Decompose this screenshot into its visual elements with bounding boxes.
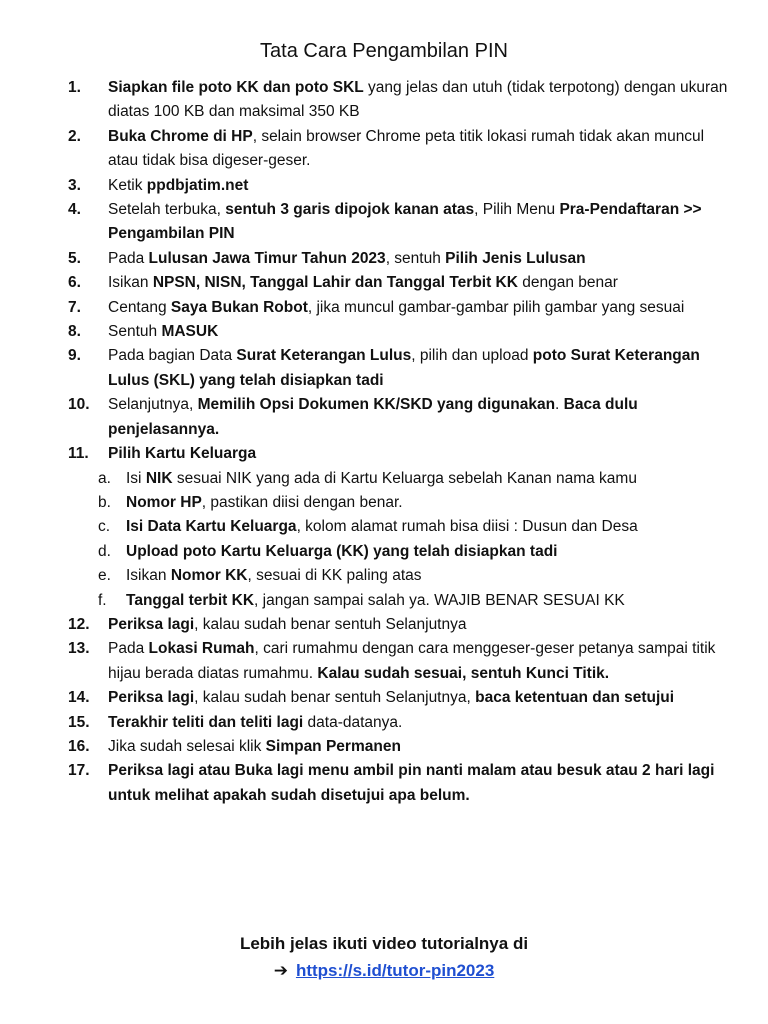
text: Setelah terbuka, [108, 201, 226, 219]
list-item [0, 735, 768, 759]
text: Centang [108, 298, 171, 316]
item-number: 6. [68, 274, 81, 292]
list-item [0, 393, 768, 442]
item-number: 8. [68, 323, 81, 341]
bold-text: Periksa lagi atau Buka lagi menu ambil pin nanti malam atau besuk atau 2 hari lagi untuk melihat apakah sudah disetujui apa belum. [108, 762, 715, 804]
bold-text: Nomor HP [126, 493, 202, 511]
list-item [0, 76, 768, 125]
text: . [555, 396, 564, 414]
text: data-datanya. [303, 713, 403, 731]
text: , jika muncul gambar-gambar pilih gambar yang sesuai [307, 298, 685, 316]
sub-list-item [0, 491, 768, 515]
list-item [0, 125, 768, 174]
footer-text: Lebih jelas ikuti video tutorialnya di [239, 934, 529, 953]
sub-item-letter: c. [98, 518, 111, 536]
item-number: 5. [68, 249, 81, 267]
text: yang jelas dan utuh (tidak terpotong) dengan ukuran diatas 100 KB dan maksimal 350 KB [108, 79, 728, 121]
text: Sentuh [108, 323, 162, 341]
footer [0, 930, 768, 984]
bold-text: Surat Keterangan Lulus [236, 347, 412, 365]
item-number: 7. [68, 298, 81, 316]
bold-text: poto Surat Keterangan Lulus (SKL) yang telah disiapkan tadi [108, 347, 700, 389]
bold-text: Siapkan file poto KK dan poto SKL [108, 79, 364, 96]
item-number: 16. [68, 737, 90, 755]
item-number: 1. [68, 79, 81, 96]
list-item [0, 759, 768, 808]
text: , pilih dan upload [411, 347, 533, 365]
bold-text: Pilih Kartu Keluarga [108, 445, 257, 463]
list-item [0, 711, 768, 735]
bold-text: NIK [145, 469, 173, 487]
item-number: 17. [68, 762, 90, 780]
sub-list-item [0, 589, 768, 613]
bold-text: Pra-Pendaftaran >> Pengambilan PIN [108, 201, 702, 243]
bold-text: Saya Bukan Robot [170, 298, 308, 316]
bold-text: Periksa lagi [108, 615, 195, 633]
text: Selanjutnya, [108, 396, 198, 414]
text: Pada [108, 640, 149, 658]
item-number: 2. [68, 127, 81, 145]
text: , cari rumahmu dengan cara menggeser-geser petanya sampai titik hijau berada diatas rumahmu. [108, 640, 716, 682]
text: , sentuh [385, 249, 446, 267]
page-title: Tata Cara Pengambilan PIN [260, 40, 508, 62]
item-number: 9. [68, 347, 81, 365]
text: , pastikan diisi dengan benar. [201, 493, 403, 511]
text: , sesuai di KK paling atas [247, 567, 422, 585]
list-item [0, 637, 768, 686]
sub-item-letter: f. [98, 591, 107, 609]
sub-item-letter: b. [98, 493, 111, 511]
item-number: 14. [68, 689, 90, 707]
list-item [0, 320, 768, 344]
item-number: 4. [68, 201, 81, 219]
bold-text: baca ketentuan dan setujui [475, 689, 675, 707]
bold-text: Memilih Opsi Dokumen KK/SKD yang digunakan [197, 396, 556, 414]
list-item [0, 686, 768, 710]
list-item [0, 198, 768, 247]
instruction-list [0, 76, 768, 808]
text: Ketik [108, 176, 147, 194]
text: Isi [126, 469, 146, 487]
sub-list-item [0, 540, 768, 564]
list-item [0, 344, 768, 393]
item-number: 15. [68, 713, 90, 731]
list-item [0, 296, 768, 320]
sub-item-letter: d. [98, 542, 111, 560]
bold-text: Kalau sudah sesuai, sentuh Kunci Titik. [317, 664, 610, 682]
text: , kalau sudah benar sentuh Selanjutnya [194, 615, 467, 633]
arrow-right-icon: ➔ [273, 961, 288, 980]
item-number: 13. [68, 640, 90, 658]
text: Jika sudah selesai klik [108, 737, 266, 755]
bold-text: Lokasi Rumah [148, 640, 255, 658]
list-item [0, 247, 768, 271]
list-item [0, 613, 768, 637]
list-item [0, 174, 768, 198]
bold-text: Pilih Jenis Lulusan [445, 249, 586, 267]
text: Isikan [126, 567, 171, 585]
text: dengan benar [517, 274, 618, 292]
bold-text: Baca dulu penjelasannya. [108, 396, 638, 438]
bold-text: Buka Chrome di HP [108, 127, 253, 145]
item-number: 3. [68, 176, 81, 194]
footer-link-row [0, 957, 768, 984]
text: , kolom alamat rumah bisa diisi : Dusun dan Desa [296, 518, 638, 536]
bold-text: MASUK [161, 323, 219, 341]
item-number: 10. [68, 396, 90, 414]
bold-text: Isi Data Kartu Keluarga [126, 518, 297, 536]
sub-item-letter: a. [98, 469, 111, 487]
text: , kalau sudah benar sentuh Selanjutnya, [194, 689, 476, 707]
text: Pada [108, 249, 149, 267]
text: , selain browser Chrome peta titik lokasi rumah tidak akan muncul atau tidak bisa digeser-geser. [108, 127, 705, 170]
bold-text: ppdbjatim.net [146, 176, 249, 194]
bold-text: Terakhir teliti dan teliti lagi [108, 713, 304, 731]
text: , Pilih Menu [474, 201, 560, 219]
sub-list-item [0, 467, 768, 491]
sub-list-item [0, 515, 768, 539]
tutorial-link[interactable]: https://s.id/tutor-pin2023 [295, 961, 495, 980]
bold-text: NPSN, NISN, Tanggal Lahir dan Tanggal Terbit KK [152, 274, 518, 292]
sub-item-letter: e. [98, 567, 111, 585]
bold-text: Upload poto Kartu Keluarga (KK) yang telah disiapkan tadi [126, 542, 558, 560]
text: , jangan sampai salah ya. WAJIB BENAR SESUAI KK [254, 591, 625, 609]
bold-text: Simpan Permanen [265, 737, 401, 755]
text: Isikan [108, 274, 153, 292]
bold-text: Nomor KK [170, 567, 248, 585]
bold-text: sentuh 3 garis dipojok kanan atas [225, 201, 475, 219]
text: Pada bagian Data [108, 347, 237, 365]
list-item [0, 271, 768, 295]
item-number: 11. [68, 445, 89, 463]
bold-text: Tanggal terbit KK [126, 591, 255, 609]
item-number: 12. [68, 615, 90, 633]
bold-text: Periksa lagi [108, 689, 195, 707]
sub-list-item [0, 564, 768, 588]
text: sesuai NIK yang ada di Kartu Keluarga sebelah Kanan nama kamu [172, 469, 637, 487]
list-item [0, 442, 768, 466]
bold-text: Lulusan Jawa Timur Tahun 2023 [148, 249, 386, 267]
